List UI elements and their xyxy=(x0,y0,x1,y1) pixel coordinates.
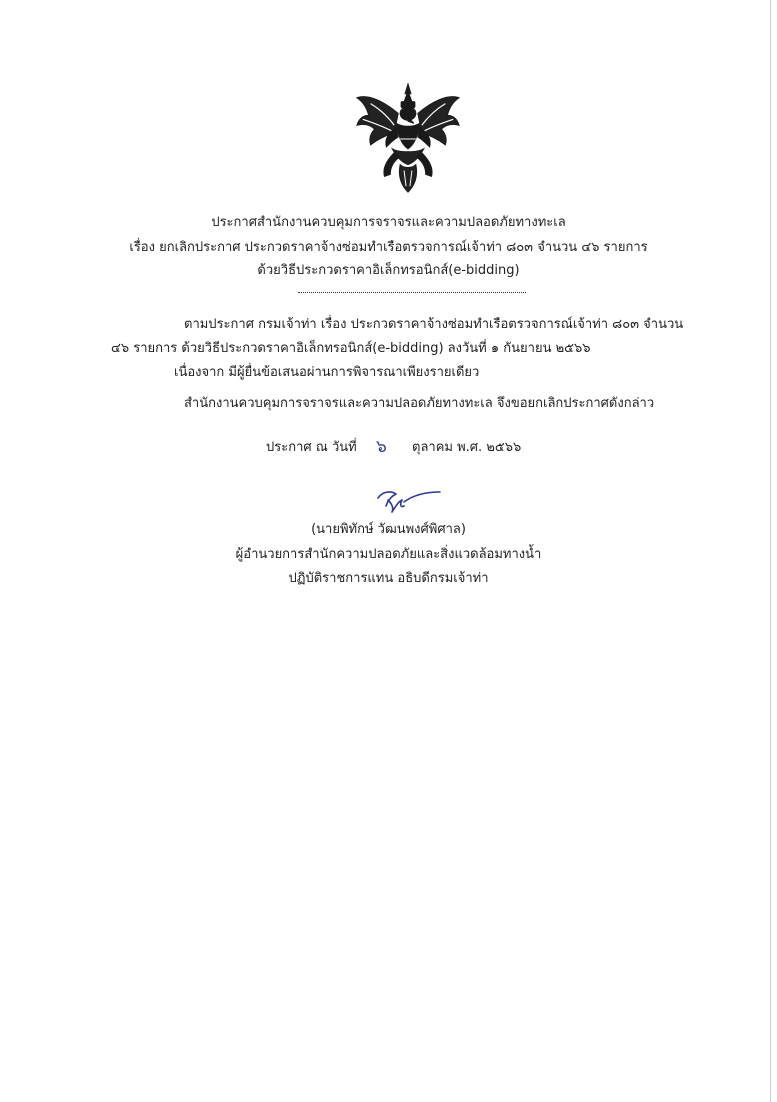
announcement-title: ประกาศสำนักงานควบคุมการจราจรและความปลอดภัยทางทะเล xyxy=(211,215,566,230)
signature-icon xyxy=(374,486,444,514)
paragraph1-line1: ตามประกาศ กรมเจ้าท่า เรื่อง ประกวดราคาจ้างซ่อมทำเรือตรวจการณ์เจ้าท่า ๘๐๓ จำนวน xyxy=(184,317,684,332)
dotted-divider xyxy=(298,292,526,293)
date-prefix: ประกาศ ณ วันที่ xyxy=(266,440,357,455)
garuda-emblem-icon xyxy=(349,80,467,198)
signatory-acting: ปฏิบัติราชการแทน อธิบดีกรมเจ้าท่า xyxy=(288,571,489,586)
paragraph1-line3: เนื่องจาก มีผู้ยื่นข้อเสนอผ่านการพิจารณาเพียงรายเดียว xyxy=(174,365,480,380)
paragraph2: สำนักงานควบคุมการจราจรและความปลอดภัยทางทะเล จึงขอยกเลิกประกาศดังกล่าว xyxy=(184,396,655,411)
signatory-name: (นายพิทักษ์ วัฒนพงศ์พิศาล) xyxy=(311,522,466,537)
announcement-method: ด้วยวิธีประกวดราคาอิเล็กทรอนิกส์(e-bidding) xyxy=(257,263,520,278)
paragraph1-line2: ๔๖ รายการ ด้วยวิธีประกวดราคาอิเล็กทรอนิกส์(e-bidding) ลงวันที่ ๑ กันยายน ๒๕๖๖ xyxy=(111,341,591,356)
date-suffix: ตุลาคม พ.ศ. ๒๕๖๖ xyxy=(412,440,522,455)
announcement-subject: เรื่อง ยกเลิกประกาศ ประกวดราคาจ้างซ่อมทำเรือตรวจการณ์เจ้าท่า ๘๐๓ จำนวน ๔๖ รายการ xyxy=(129,240,648,255)
signatory-position: ผู้อำนวยการสำนักความปลอดภัยและสิ่งแวดล้อมทางน้ำ xyxy=(235,547,542,562)
date-day-handwritten: ๖ xyxy=(376,437,387,457)
